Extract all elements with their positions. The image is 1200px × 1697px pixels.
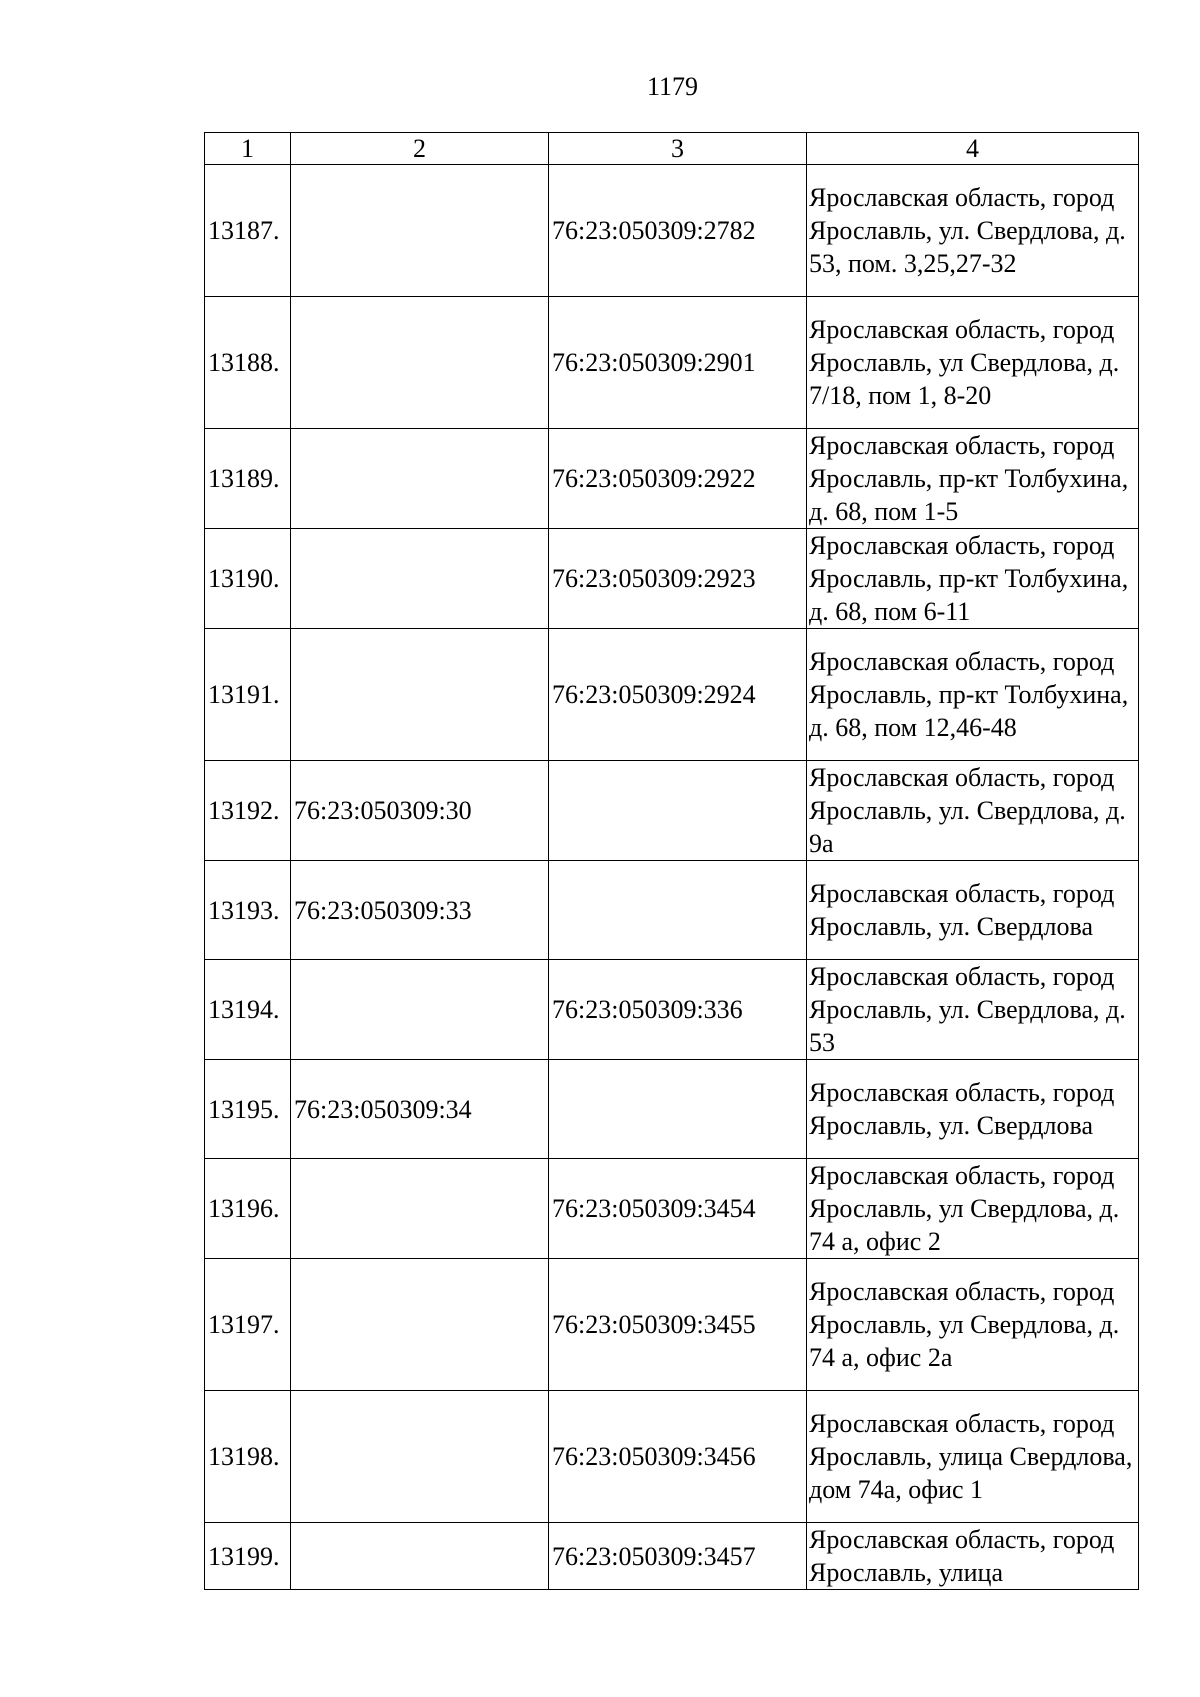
address: Ярославская область, город Ярославль, ул. Свердлова, д. 9а bbox=[807, 761, 1139, 861]
table-row bbox=[205, 960, 1139, 1060]
address: Ярославская область, город Ярославль, пр-кт Толбухина, д. 68, пом 1-5 bbox=[807, 429, 1139, 529]
cadastral-number-col2 bbox=[291, 1259, 549, 1391]
table-row bbox=[205, 529, 1139, 629]
cadastral-number-col3: 76:23:050309:2782 bbox=[549, 165, 807, 297]
row-number: 13198. bbox=[205, 1391, 291, 1523]
row-number: 13197. bbox=[205, 1259, 291, 1391]
cadastral-number-col3 bbox=[549, 861, 807, 960]
cadastral-number-col2 bbox=[291, 165, 549, 297]
address: Ярославская область, город Ярославль, ул. Свердлова, д. 53, пом. 3,25,27-32 bbox=[807, 165, 1139, 297]
cadastral-number-col3 bbox=[549, 1060, 807, 1159]
row-number: 13192. bbox=[205, 761, 291, 861]
address: Ярославская область, город Ярославль, пр-кт Толбухина, д. 68, пом 6-11 bbox=[807, 529, 1139, 629]
row-number: 13191. bbox=[205, 629, 291, 761]
header-cell-1: 1 bbox=[205, 133, 291, 165]
cadastral-number-col2 bbox=[291, 297, 549, 429]
address: Ярославская область, город Ярославль, улица bbox=[807, 1523, 1139, 1590]
row-number: 13189. bbox=[205, 429, 291, 529]
table-row bbox=[205, 761, 1139, 861]
page-number: 1179 bbox=[646, 72, 699, 101]
header-cell-3: 3 bbox=[549, 133, 807, 165]
row-number: 13194. bbox=[205, 960, 291, 1060]
cadastral-number-col3: 76:23:050309:2901 bbox=[549, 297, 807, 429]
row-number: 13195. bbox=[205, 1060, 291, 1159]
row-number: 13188. bbox=[205, 297, 291, 429]
cadastral-number-col2 bbox=[291, 529, 549, 629]
cadastral-number-col3 bbox=[549, 761, 807, 861]
table-row bbox=[205, 1060, 1139, 1159]
cadastral-number-col2 bbox=[291, 1159, 549, 1259]
address: Ярославская область, город Ярославль, ул Свердлова, д. 74 а, офис 2а bbox=[807, 1259, 1139, 1391]
cadastral-number-col3: 76:23:050309:336 bbox=[549, 960, 807, 1060]
cadastral-number-col2 bbox=[291, 429, 549, 529]
cadastral-number-col2 bbox=[291, 1523, 549, 1590]
table-row bbox=[205, 1259, 1139, 1391]
cadastral-number-col3: 76:23:050309:2923 bbox=[549, 529, 807, 629]
header-cell-4: 4 bbox=[807, 133, 1139, 165]
cadastral-number-col2 bbox=[291, 960, 549, 1060]
address: Ярославская область, город Ярославль, ул. Свердлова, д. 53 bbox=[807, 960, 1139, 1060]
cadastral-number-col3: 76:23:050309:3454 bbox=[549, 1159, 807, 1259]
table-row bbox=[205, 861, 1139, 960]
cadastral-number-col2: 76:23:050309:34 bbox=[291, 1060, 549, 1159]
table-row bbox=[205, 1523, 1139, 1590]
address: Ярославская область, город Ярославль, пр-кт Толбухина, д. 68, пом 12,46-48 bbox=[807, 629, 1139, 761]
row-number: 13187. bbox=[205, 165, 291, 297]
cadastral-number-col3: 76:23:050309:2924 bbox=[549, 629, 807, 761]
cadastral-number-col3: 76:23:050309:2922 bbox=[549, 429, 807, 529]
table-row bbox=[205, 165, 1139, 297]
address: Ярославская область, город Ярославль, ул Свердлова, д. 7/18, пом 1, 8-20 bbox=[807, 297, 1139, 429]
cadastral-number-col2 bbox=[291, 629, 549, 761]
row-number: 13199. bbox=[205, 1523, 291, 1590]
row-number: 13193. bbox=[205, 861, 291, 960]
cadastral-number-col2: 76:23:050309:30 bbox=[291, 761, 549, 861]
table-row bbox=[205, 1391, 1139, 1523]
cadastral-number-col3: 76:23:050309:3456 bbox=[549, 1391, 807, 1523]
table-row bbox=[205, 1159, 1139, 1259]
header-cell-2: 2 bbox=[291, 133, 549, 165]
cadastral-number-col2 bbox=[291, 1391, 549, 1523]
table-header-row bbox=[205, 133, 1139, 165]
cadastral-number-col3: 76:23:050309:3455 bbox=[549, 1259, 807, 1391]
address: Ярославская область, город Ярославль, ул. Свердлова bbox=[807, 1060, 1139, 1159]
address: Ярославская область, город Ярославль, ул. Свердлова bbox=[807, 861, 1139, 960]
row-number: 13196. bbox=[205, 1159, 291, 1259]
address: Ярославская область, город Ярославль, ул Свердлова, д. 74 а, офис 2 bbox=[807, 1159, 1139, 1259]
address: Ярославская область, город Ярославль, улица Свердлова, дом 74а, офис 1 bbox=[807, 1391, 1139, 1523]
cadastral-number-col3: 76:23:050309:3457 bbox=[549, 1523, 807, 1590]
table-row bbox=[205, 629, 1139, 761]
table-row bbox=[205, 297, 1139, 429]
table-row bbox=[205, 429, 1139, 529]
cadastral-number-col2: 76:23:050309:33 bbox=[291, 861, 549, 960]
row-number: 13190. bbox=[205, 529, 291, 629]
registry-table bbox=[204, 132, 1139, 1590]
